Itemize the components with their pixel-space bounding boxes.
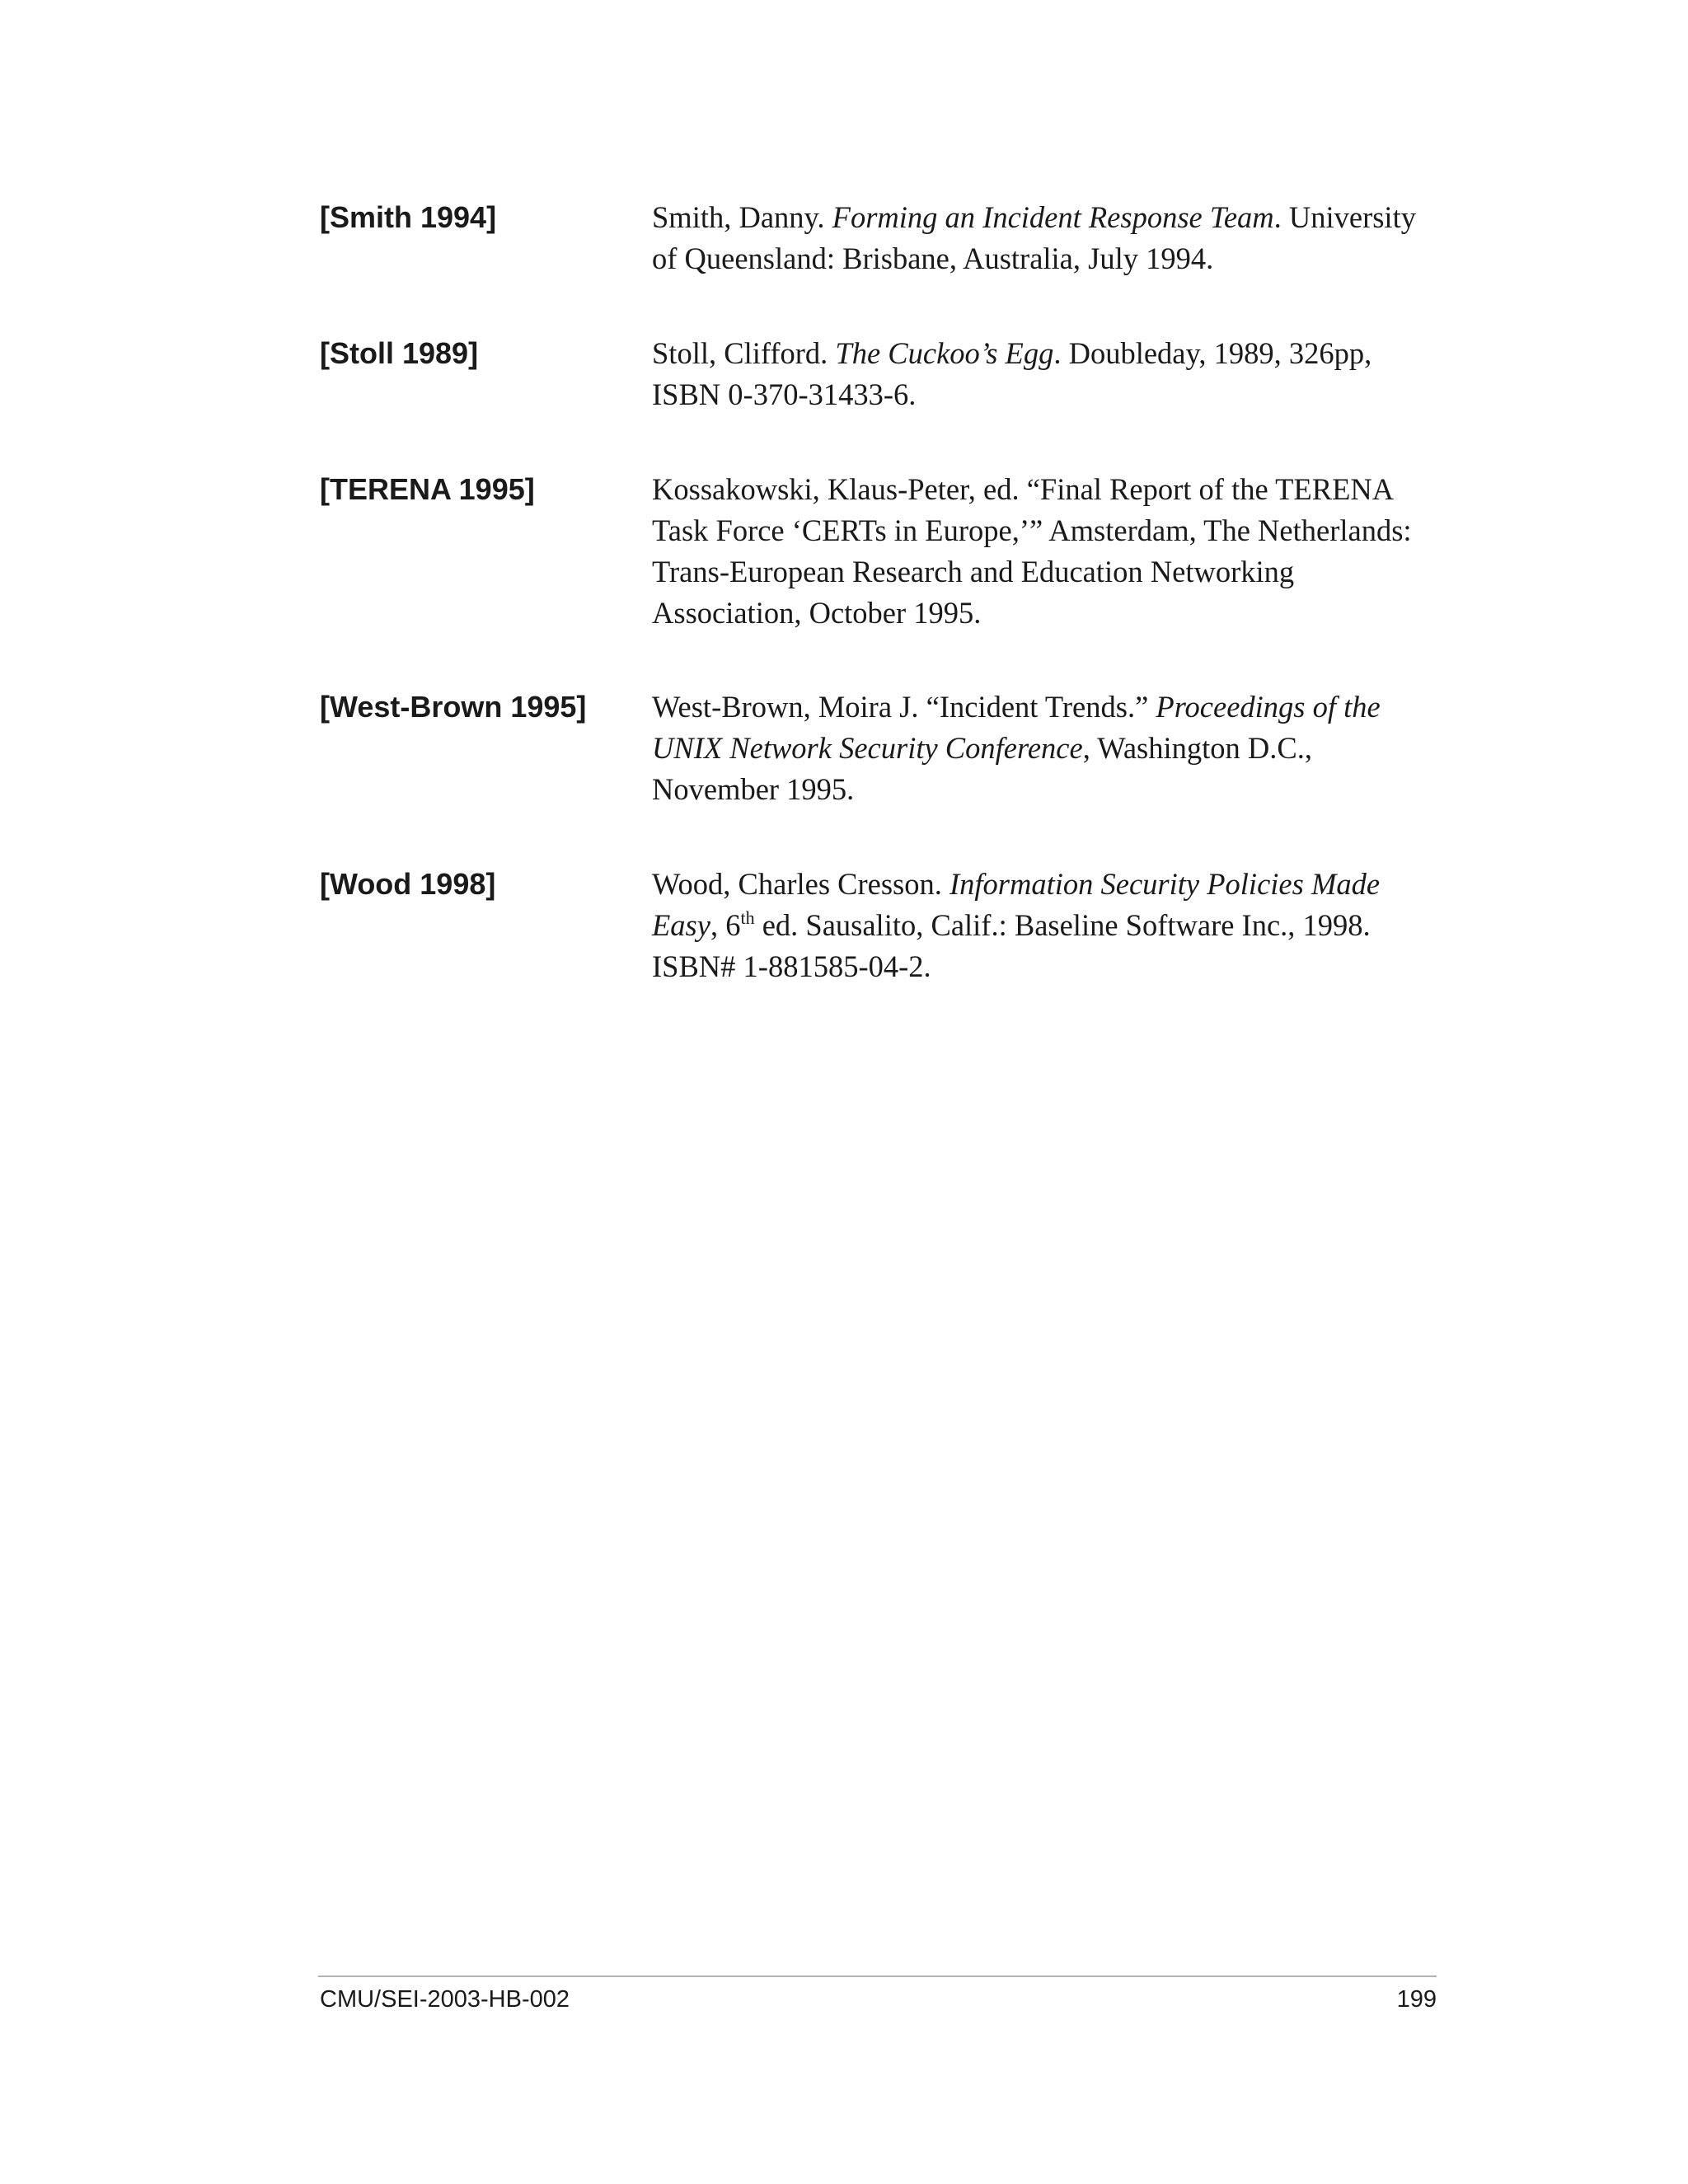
text-run: Wood, Charles Cresson.	[652, 867, 950, 901]
reference-text	[652, 197, 1443, 279]
reference-line: November 1995.	[652, 772, 855, 806]
reference-key: [Smith 1994]	[320, 200, 497, 234]
reference-line: Kossakowski, Klaus-Peter, ed. “Final Report of the TERENA	[652, 472, 1395, 506]
reference-line: of Queensland: Brisbane, Australia, July 1994.	[652, 241, 1214, 275]
reference-line: ISBN# 1-881585-04-2.	[652, 949, 931, 983]
reference-line	[652, 687, 1443, 728]
reference-title: The Cuckoo’s Egg	[835, 336, 1054, 370]
footer-divider	[318, 1975, 1437, 1977]
reference-title: Proceedings of the	[1156, 690, 1381, 724]
reference-title: Easy	[652, 908, 710, 942]
reference-title: Information Security Policies Made	[950, 867, 1381, 901]
reference-key: [TERENA 1995]	[320, 472, 535, 506]
text-run: ed. Sausalito, Calif.: Baseline Software Inc., 1998.	[754, 908, 1371, 942]
reference-text	[652, 864, 1443, 987]
superscript: th	[740, 907, 755, 928]
text-run: Smith, Danny.	[652, 200, 832, 234]
text-run: . University	[1273, 200, 1416, 234]
reference-line: Task Force ‘CERTs in Europe,’” Amsterdam, The Netherlands:	[652, 513, 1412, 547]
reference-line	[652, 333, 1443, 374]
reference-line	[652, 864, 1443, 905]
reference-line	[652, 728, 1443, 769]
reference-line: Association, October 1995.	[652, 596, 982, 630]
text-run: , 6	[710, 908, 741, 942]
text-run: , Washington D.C.,	[1082, 731, 1312, 765]
reference-line: ISBN 0-370-31433-6.	[652, 377, 917, 411]
text-run: . Doubleday, 1989, 326pp,	[1053, 336, 1372, 370]
reference-line: Trans-European Research and Education Networking	[652, 555, 1295, 588]
reference-title: UNIX Network Security Conference	[652, 731, 1083, 765]
reference-key: [West-Brown 1995]	[320, 690, 587, 724]
reference-key: [Stoll 1989]	[320, 336, 479, 370]
text-run: Stoll, Clifford.	[652, 336, 836, 370]
footer-document-id: CMU/SEI-2003-HB-002	[320, 1986, 570, 2013]
reference-text	[652, 687, 1443, 810]
reference-title: Forming an Incident Response Team	[832, 200, 1274, 234]
reference-key: [Wood 1998]	[320, 867, 496, 901]
reference-line	[652, 905, 1443, 946]
reference-text	[652, 333, 1443, 415]
reference-text	[652, 469, 1443, 634]
text-run: West-Brown, Moira J. “Incident Trends.”	[652, 690, 1156, 724]
footer-page-number: 199	[1396, 1986, 1437, 2013]
reference-line	[652, 197, 1443, 238]
